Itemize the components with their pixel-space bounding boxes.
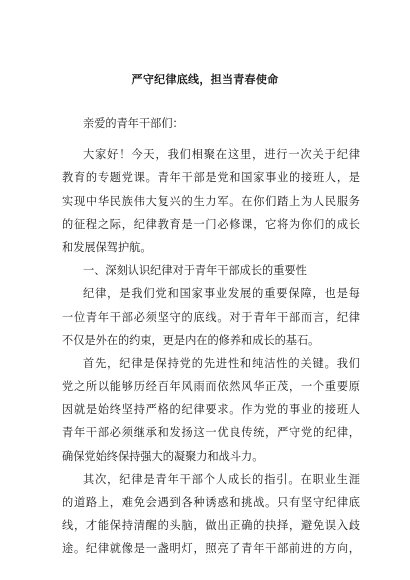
document-body xyxy=(62,112,360,561)
text-line: 因就是始终坚持严格的纪律要求。作为党的事业的接班人 xyxy=(62,403,360,417)
text-line: 纪律，是我们党和国家事业发展的重要保障，也是每 xyxy=(83,287,360,301)
text-line: 其次，纪律是青年干部个人成长的指引。在职业生涯 xyxy=(83,472,360,486)
text-line: 实现中华民族伟大复兴的生力军。在你们踏上为人民服务 xyxy=(62,194,360,208)
document-title: 严守纪律底线，担当青春使命 xyxy=(131,73,279,86)
text-line: 的征程之际，纪律教育是一门必修课，它将为你们的成长 xyxy=(62,217,360,231)
text-line: 党之所以能够历经百年风雨而依然风华正茂，一个重要原 xyxy=(62,380,360,394)
text-line: 的道路上，难免会遇到各种诱惑和挑战。只有坚守纪律底 xyxy=(62,496,360,509)
text-line: 线，才能保持清醒的头脑，做出正确的抉择，避免误入歧 xyxy=(62,519,360,533)
text-line: 青年干部必须继承和发扬这一优良传统，严守党的纪律， xyxy=(62,426,360,440)
text-line: 教育的专题党课。青年干部是党和国家事业的接班人，是 xyxy=(62,171,360,185)
text-line: 亲爱的青年干部们： xyxy=(83,117,184,130)
text-line: 途。纪律就像是一盏明灯，照亮了青年干部前进的方向， xyxy=(62,542,360,556)
text-line: 不仅是外在的约束，更是内在的修养和成长的基石。 xyxy=(62,333,320,347)
text-line: 大家好！今天，我们相聚在这里，进行一次关于纪律 xyxy=(83,148,360,162)
text-line: 一位青年干部必须坚守的底线。对于青年干部而言，纪律 xyxy=(62,310,360,324)
text-line: 和发展保驾护航。 xyxy=(62,240,152,254)
text-line: 一、深刻认识纪律对于青年干部成长的重要性 xyxy=(83,264,307,278)
text-line: 确保党始终保持强大的凝聚力和战斗力。 xyxy=(62,449,264,463)
text-line: 首先，纪律是保持党的先进性和纯洁性的关键。我们 xyxy=(83,356,360,370)
